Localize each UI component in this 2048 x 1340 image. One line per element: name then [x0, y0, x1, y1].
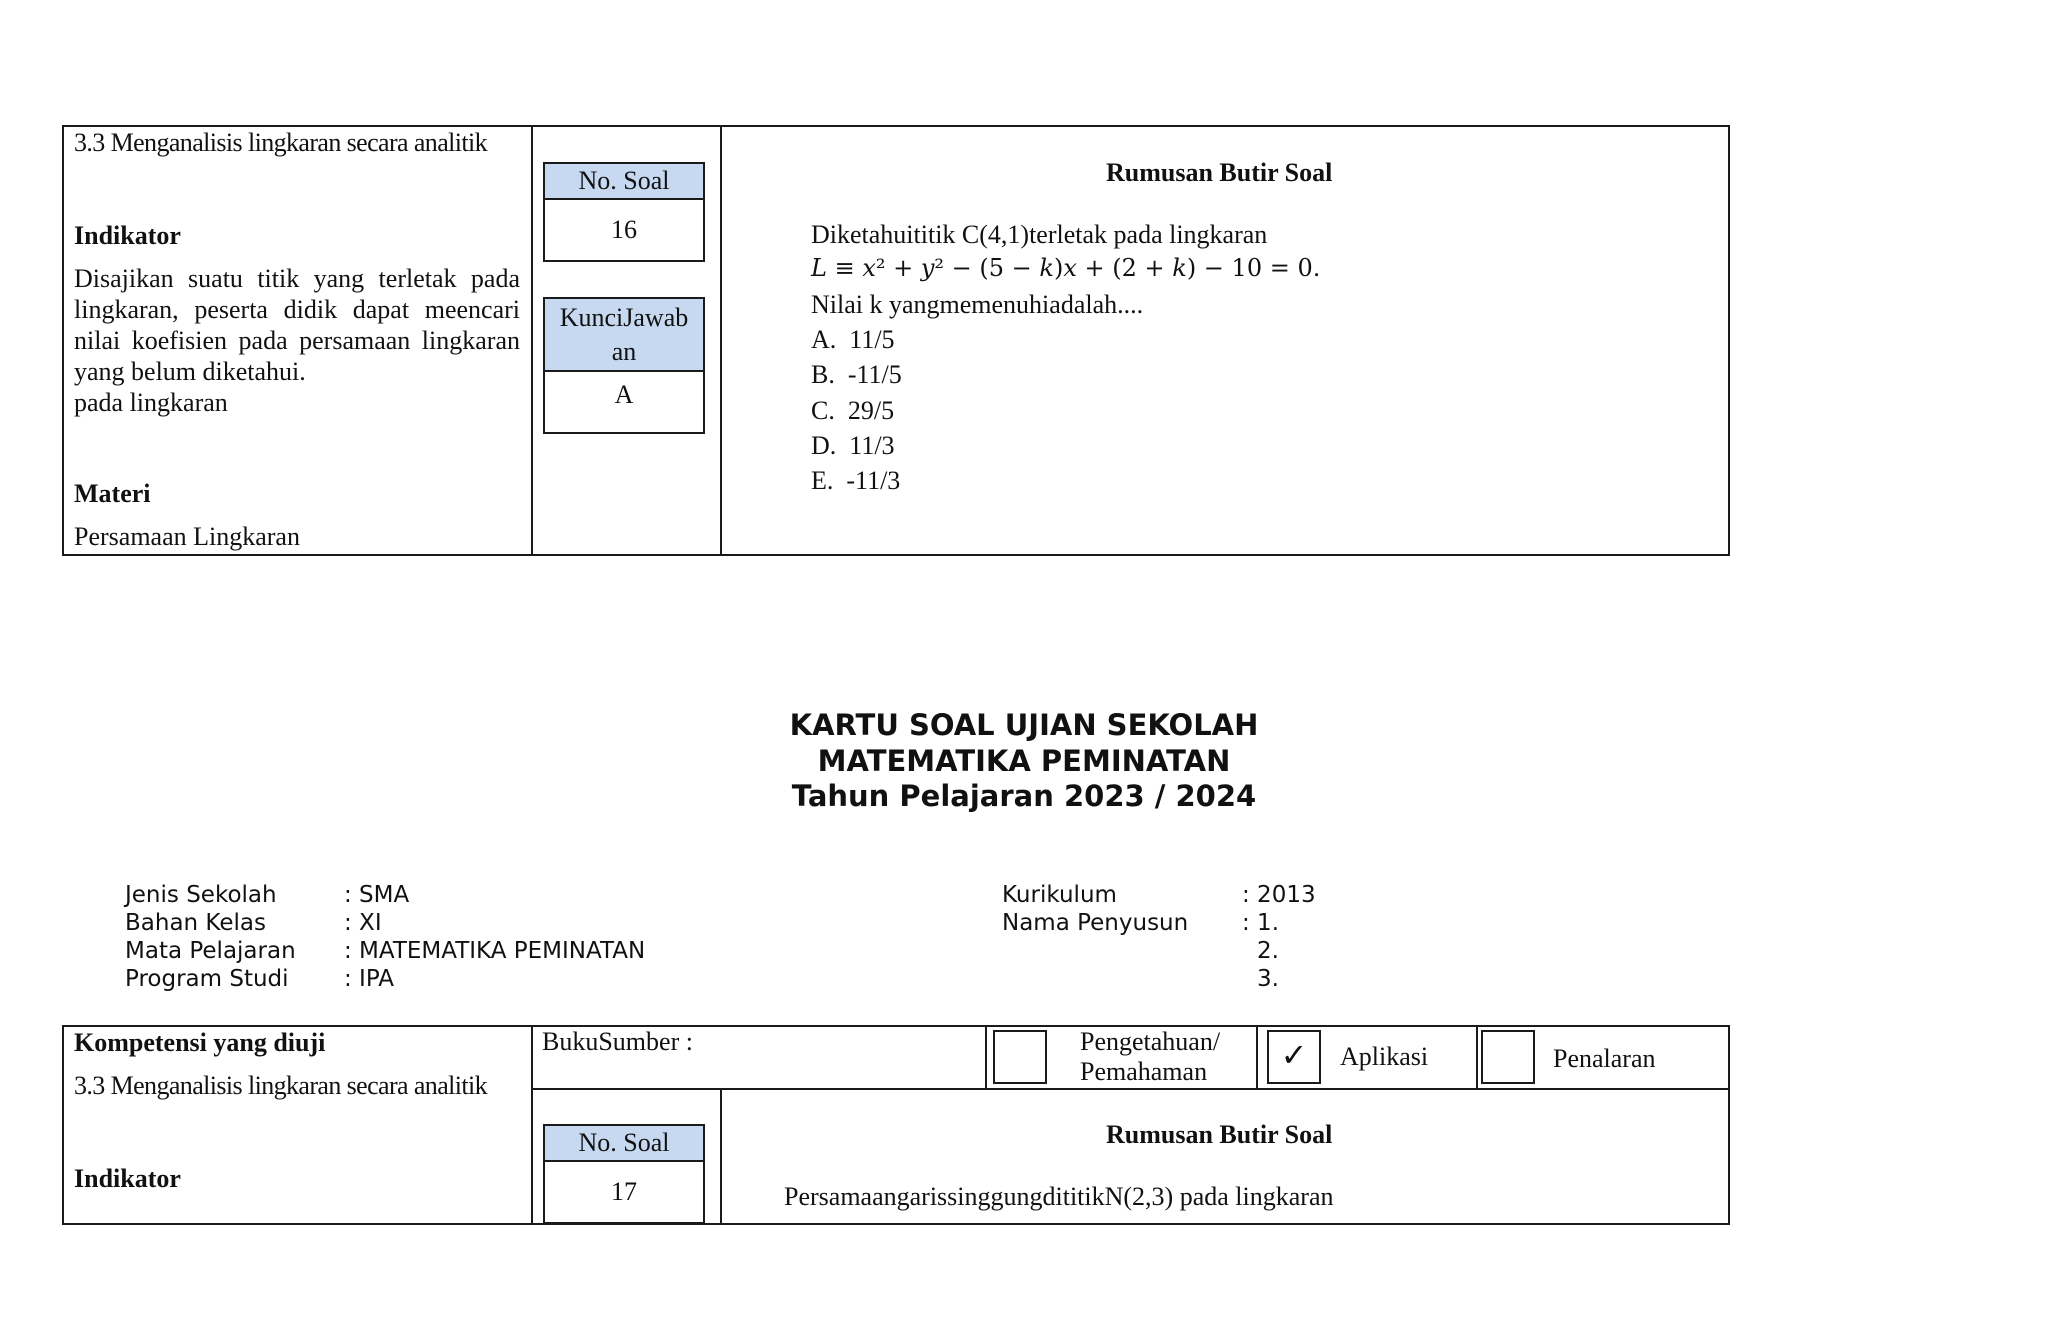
- card1-materi: Persamaan Lingkaran: [74, 522, 300, 551]
- option-letter: C.: [811, 396, 835, 425]
- card2-no-soal-label: No. Soal: [543, 1124, 705, 1162]
- level-pengetahuan-line1: Pengetahuan/: [1080, 1027, 1221, 1056]
- card2-divider-nosoal: [720, 1088, 722, 1225]
- card2-no-soal-value: 17: [543, 1160, 705, 1224]
- option-letter: A.: [811, 325, 837, 354]
- card2-indikator-heading: Indikator: [74, 1164, 181, 1193]
- level-aplikasi: Aplikasi: [1340, 1042, 1429, 1071]
- card1-indikator-line: Disajikan suatu titik yang terletak pada: [74, 264, 520, 293]
- card2-question-line1: PersamaangarissinggungdititikN(2,3) pada lingkaran: [784, 1182, 1334, 1211]
- card2-buku-sumber: BukuSumber :: [542, 1027, 693, 1056]
- checkbox-pengetahuan[interactable]: [993, 1030, 1047, 1084]
- card1-no-soal-value: 16: [543, 198, 705, 262]
- card1-indikator-line: yang belum diketahui.: [74, 357, 306, 386]
- card1-materi-heading: Materi: [74, 479, 151, 508]
- card1-question-line3: Nilai k yangmemenuhiadalah....: [811, 290, 1144, 319]
- option-text: 29/5: [847, 396, 895, 425]
- card1-option-a: [811, 325, 895, 355]
- info-jenis-sekolah-value: : SMA: [344, 882, 410, 908]
- info-penyusun-value-1: : 1.: [1242, 910, 1280, 936]
- card2-divider-buku: [985, 1025, 987, 1088]
- card1-divider-1: [531, 125, 533, 556]
- info-kurikulum-value: : 2013: [1242, 882, 1316, 908]
- option-letter: E.: [811, 466, 834, 495]
- info-penyusun-label: Nama Penyusun: [1002, 910, 1189, 936]
- check-icon: ✓: [1280, 1036, 1308, 1074]
- info-bahan-kelas-label: Bahan Kelas: [125, 910, 266, 936]
- info-kurikulum-label: Kurikulum: [1002, 882, 1117, 908]
- card1-indikator-line: lingkaran, peserta didik dapat meencari: [74, 295, 520, 324]
- option-text: 11/3: [849, 431, 895, 460]
- card1-kunci-label-line1: KunciJawab: [559, 303, 689, 332]
- info-mata-pelajaran-label: Mata Pelajaran: [125, 938, 296, 964]
- card1-indikator-line: nilai koefisien pada persamaan lingkaran: [74, 326, 520, 355]
- card1-divider-2: [720, 125, 722, 556]
- card2-kompetensi: 3.3 Menganalisis lingkaran secara analitik: [74, 1071, 488, 1100]
- card1-kompetensi: 3.3 Menganalisis lingkaran secara analitik: [74, 128, 488, 157]
- info-penyusun-value-2: 2.: [1257, 938, 1279, 964]
- card1-kunci-label: [543, 297, 705, 372]
- header-title-line3: Tahun Pelajaran 2023 / 2024: [791, 779, 1257, 813]
- level-pengetahuan-line2: Pemahaman: [1080, 1057, 1208, 1086]
- option-letter: D.: [811, 431, 837, 460]
- card1-option-c: [811, 396, 894, 426]
- card2-kompetensi-heading: Kompetensi yang diuji: [74, 1028, 326, 1057]
- card2-divider-pengetahuan: [1256, 1025, 1258, 1088]
- info-bahan-kelas-value: : XI: [344, 910, 382, 936]
- card1-indikator-line: pada lingkaran: [74, 388, 228, 417]
- card1-question-equation: L ≡ x² + y² − (5 − k)x + (2 + k) − 10 = 0.: [811, 254, 1321, 282]
- info-program-studi-value: : IPA: [344, 966, 394, 992]
- option-text: -11/3: [846, 466, 901, 495]
- header-title-line2: MATEMATIKA PEMINATAN: [817, 744, 1231, 778]
- level-penalaran: Penalaran: [1553, 1044, 1656, 1073]
- checkbox-aplikasi[interactable]: [1267, 1030, 1321, 1084]
- option-letter: B.: [811, 360, 835, 389]
- option-text: -11/5: [847, 360, 902, 389]
- card1-option-b: [811, 360, 902, 390]
- header-title-line1: KARTU SOAL UJIAN SEKOLAH: [789, 708, 1259, 742]
- card1-no-soal-label: No. Soal: [543, 162, 705, 200]
- card1-indikator-text: [74, 263, 520, 418]
- info-penyusun-value-3: 3.: [1257, 966, 1279, 992]
- card2-divider-aplikasi: [1476, 1025, 1478, 1088]
- option-text: 11/5: [849, 325, 895, 354]
- card1-rumusan-heading: Rumusan Butir Soal: [1106, 158, 1333, 187]
- card2-rumusan-heading: Rumusan Butir Soal: [1106, 1120, 1333, 1149]
- card2-header-row-bottom: [531, 1088, 1730, 1090]
- card2-divider-main: [531, 1025, 533, 1225]
- card1-option-d: [811, 431, 895, 461]
- card1-question-line1: Diketahuititik C(4,1)terletak pada lingkaran: [811, 220, 1268, 249]
- card1-indikator-heading: Indikator: [74, 221, 181, 250]
- card1-kunci-label-line2: an: [611, 337, 637, 366]
- checkbox-penalaran[interactable]: [1481, 1030, 1535, 1084]
- info-program-studi-label: Program Studi: [125, 966, 289, 992]
- card1-kunci-value: A: [543, 370, 705, 434]
- card1-option-e: [811, 466, 900, 496]
- info-mata-pelajaran-value: : MATEMATIKA PEMINATAN: [344, 938, 646, 964]
- info-jenis-sekolah-label: Jenis Sekolah: [125, 882, 277, 908]
